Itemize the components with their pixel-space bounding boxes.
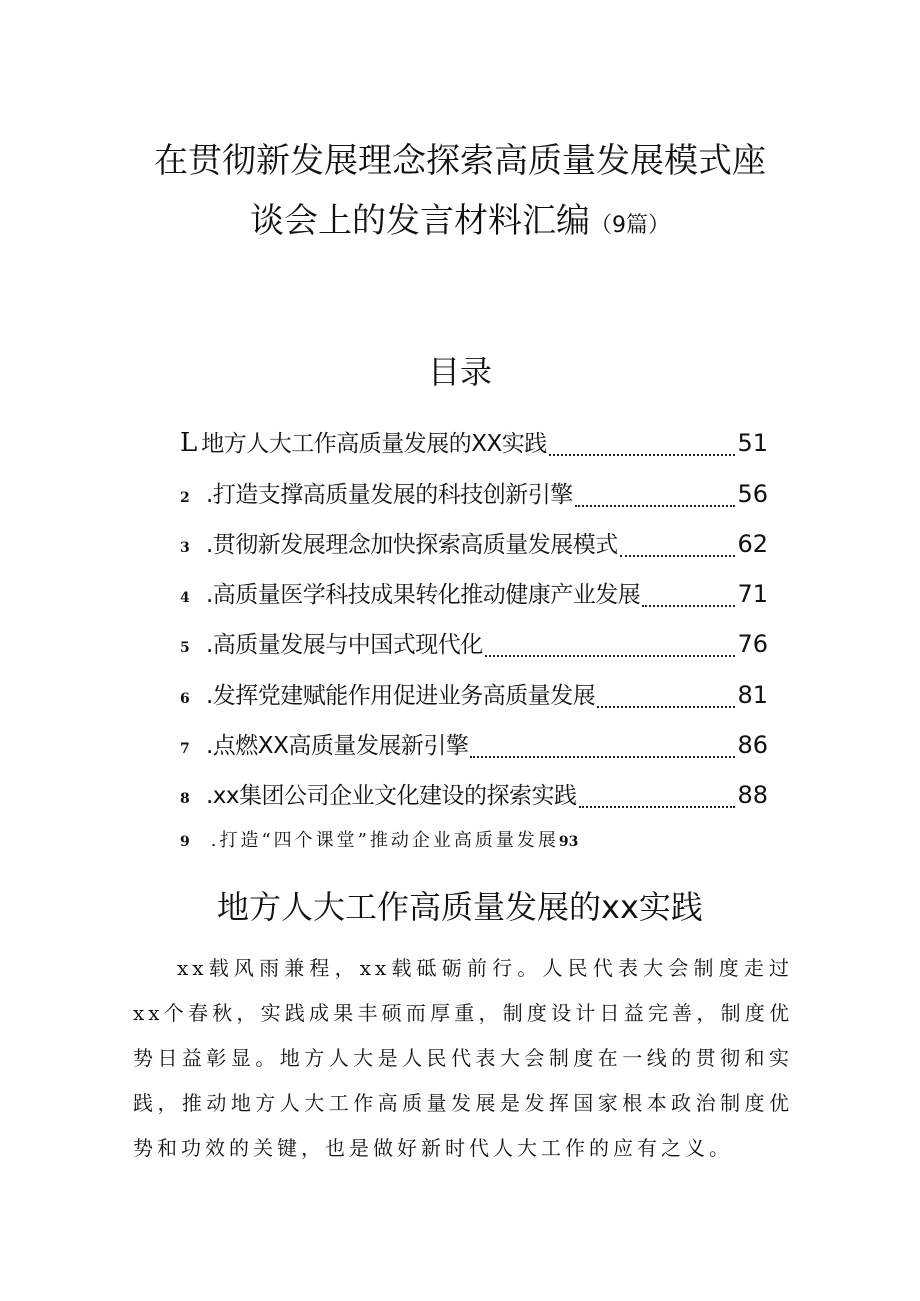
toc-entry xyxy=(180,777,768,817)
toc-leader-dots xyxy=(579,806,736,808)
toc-leader-dots xyxy=(642,605,735,607)
toc-entry-number: 2 xyxy=(180,490,190,506)
toc-entry-page: 56 xyxy=(737,480,768,508)
toc-entry xyxy=(180,677,768,717)
toc-entry-title: .高质量发展与中国式现代化 xyxy=(206,632,483,658)
toc-entry xyxy=(180,476,768,516)
toc-entry-title: .发挥党建赋能作用促进业务高质量发展 xyxy=(206,683,596,709)
toc-leader-dots xyxy=(485,655,736,657)
toc-entry-number: 5 xyxy=(180,640,190,656)
toc-entry-number: L xyxy=(180,428,198,458)
document-title-line-1: 在贯彻新发展理念探索高质量发展模式座 xyxy=(154,141,766,181)
toc-leader-dots xyxy=(575,505,736,507)
document-title-line-2 xyxy=(0,193,920,242)
toc-entry xyxy=(180,826,578,852)
toc-entry xyxy=(180,727,768,767)
toc-leader-dots xyxy=(597,706,735,708)
toc-entry xyxy=(180,576,768,616)
toc-entry-title: .高质量医学科技成果转化推动健康产业发展 xyxy=(206,582,641,608)
toc-entry xyxy=(180,526,768,566)
section-heading: 地方人大工作高质量发展的xx实践 xyxy=(217,888,703,926)
toc-entry-title: 地方人大工作高质量发展的XX实践 xyxy=(201,431,547,457)
toc-entry-title: .点燃XX高质量发展新引擎 xyxy=(206,733,469,759)
toc-entry-title: .打造“四个课堂”推动企业高质量发展 xyxy=(210,830,559,851)
toc-entry-title: .xx集团公司企业文化建设的探索实践 xyxy=(206,783,577,809)
toc-heading: 目录 xyxy=(427,353,492,391)
toc-entry-number: 4 xyxy=(180,590,190,606)
toc-entry-number: 7 xyxy=(180,741,190,757)
toc-entry-page: 81 xyxy=(737,681,768,709)
toc-entry xyxy=(180,425,768,465)
toc-entry-page: 62 xyxy=(737,530,768,558)
toc-entry-title: .打造支撑高质量发展的科技创新引擎 xyxy=(206,482,573,508)
toc-leader-dots xyxy=(470,756,735,758)
toc-entry-page: 76 xyxy=(737,630,768,658)
toc-leader-dots xyxy=(549,454,736,456)
toc-entry-number: 3 xyxy=(180,540,190,556)
toc-entry-page: 86 xyxy=(737,731,768,759)
toc-entry-number: 9 xyxy=(180,834,193,850)
document-title-line-2-main: 谈会上的发言材料汇编 xyxy=(250,201,590,241)
toc-entry-number: 6 xyxy=(180,691,190,707)
toc-entry-page: 71 xyxy=(737,580,768,608)
body-paragraph: xx载风雨兼程，xx载砥砺前行。人民代表大会制度走过xx个春秋，实践成果丰硕而厚重，制度设计日益完善，制度优势日益彰显。地方人大是人民代表大会制度在一线的贯彻和实践，推动地方人大工作高质量发展是发挥国家根本政治制度优势和功效的关键，也是做好新时代人大工作的应有之义。 xyxy=(133,956,793,1160)
toc-entry-page: 93 xyxy=(558,834,579,850)
toc-leader-dots xyxy=(620,555,736,557)
toc-entry-page: 88 xyxy=(737,781,768,809)
toc-entry-number: 8 xyxy=(180,791,190,807)
toc-entry-page: 51 xyxy=(737,429,768,457)
toc-entry-title: .贯彻新发展理念加快探索高质量发展模式 xyxy=(206,532,618,558)
toc-entry xyxy=(180,626,768,666)
document-title-count: （9篇） xyxy=(590,213,670,238)
